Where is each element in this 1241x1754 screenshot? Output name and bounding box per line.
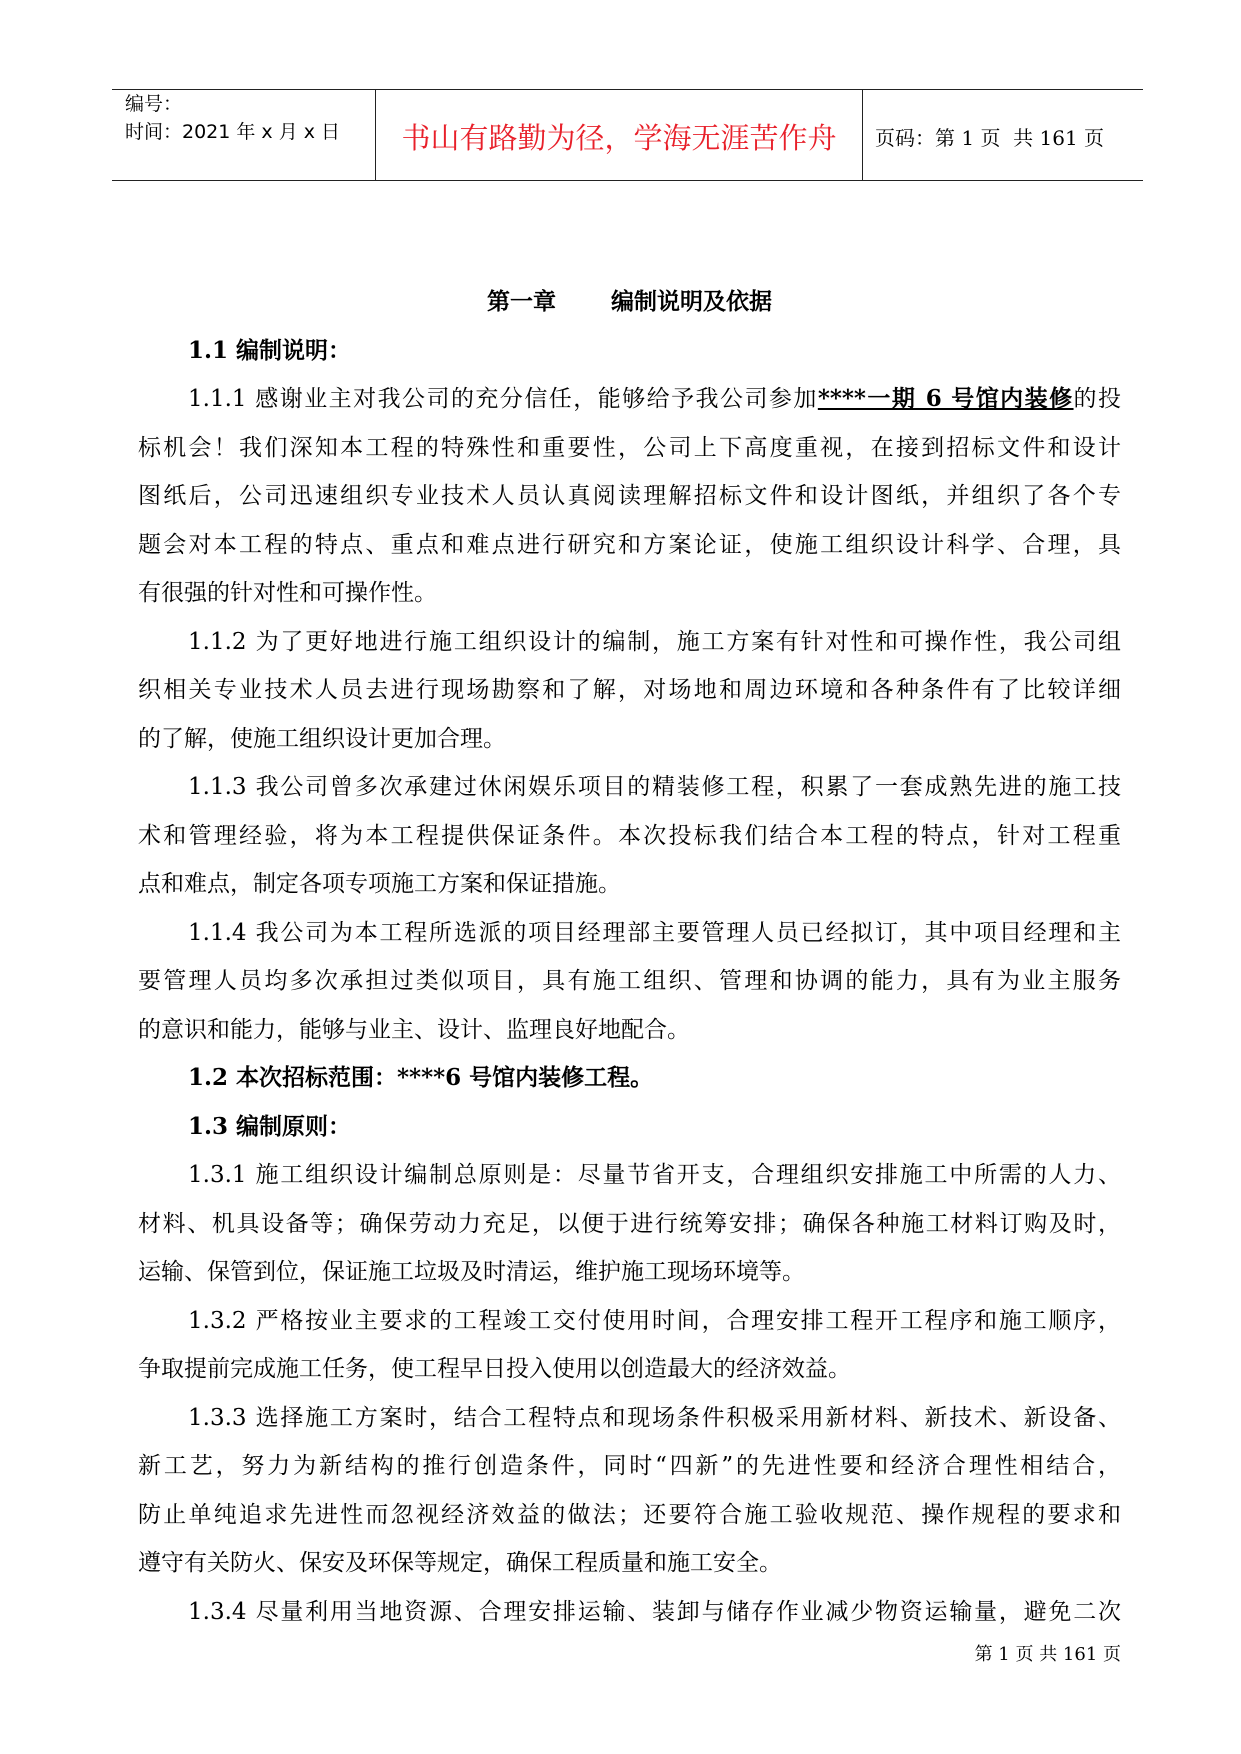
paragraph-line: 新工艺，努力为新结构的推行创造条件，同时“四新”的先进性要和经济合理性相结合，	[138, 1453, 1121, 1479]
paragraph-line: 织相关专业技术人员去进行现场勘察和了解，对场地和周边环境和各种条件有了比较详细	[138, 677, 1121, 703]
paragraph-line: 题会对本工程的特点、重点和难点进行研究和方案论证，使施工组织设计科学、合理，具	[138, 531, 1121, 558]
paragraph-1-1-1	[138, 375, 1121, 618]
paragraph-line: 运输、保管到位，保证施工垃圾及时清运，维护施工现场环境等。	[138, 1259, 805, 1285]
header-page-info: 页码：第 1 页 共 161 页	[875, 125, 1105, 150]
paragraph-1-1-3	[138, 763, 1121, 909]
paragraph-line: 1.3.2 严格按业主要求的工程竣工交付使用时间，合理安排工程开工程序和施工顺序，	[188, 1307, 1121, 1334]
paragraph-text: 的投	[1073, 386, 1122, 412]
section-heading-1-2: 1.2 本次招标范围：****6 号馆内装修工程。	[188, 1064, 654, 1091]
paragraph-text: 1.1.1 感谢业主对我公司的充分信任，能够给予我公司参加	[188, 386, 818, 412]
document-body	[138, 278, 1121, 1636]
paragraph-line: 遵守有关防火、保安及环保等规定，确保工程质量和施工安全。	[138, 1550, 782, 1576]
paragraph-1-3-4	[138, 1588, 1121, 1637]
paragraph-line: 争取提前完成施工任务，使工程早日投入使用以创造最大的经济效益。	[138, 1356, 851, 1382]
paragraph-1-1-2	[138, 618, 1121, 764]
section-heading-1-3: 1.3 编制原则：	[188, 1112, 352, 1140]
document-date-label: 时间：2021 年 x 月 x 日	[125, 121, 341, 143]
paragraph-line: 1.3.1 施工组织设计编制总原则是：尽量节省开支，合理组织安排施工中所需的人力、	[188, 1162, 1121, 1188]
paragraph-line: 术和管理经验，将为本工程提供保证条件。本次投标我们结合本工程的特点，针对工程重	[138, 822, 1121, 849]
paragraph-line: 点和难点，制定各项专项施工方案和保证措施。	[138, 871, 621, 897]
header-motto-cell	[375, 90, 862, 180]
header-motto: 书山有路勤为径，学海无涯苦作舟	[401, 120, 837, 155]
paragraph-line: 1.1.2 为了更好地进行施工组织设计的编制，施工方案有针对性和可操作性，我公司组	[188, 628, 1121, 655]
project-name-emphasis: ****一期 6 号馆内装修	[817, 385, 1074, 412]
header-page-cell	[862, 90, 1143, 180]
paragraph-1-3-2	[138, 1297, 1121, 1394]
paragraph-line: 1.1.3 我公司曾多次承建过休闲娱乐项目的精装修工程，积累了一套成熟先进的施工技	[188, 774, 1121, 800]
paragraph-line: 有很强的针对性和可操作性。	[138, 580, 437, 606]
chapter-heading	[138, 278, 1121, 327]
paragraph-line: 标机会！我们深知本工程的特殊性和重要性，公司上下高度重视，在接到招标文件和设计	[138, 434, 1121, 461]
paragraph-line: 1.1.4 我公司为本工程所选派的项目经理部主要管理人员已经拟订，其中项目经理和主	[188, 919, 1121, 946]
paragraph-line: 防止单纯追求先进性而忽视经济效益的做法；还要符合施工验收规范、操作规程的要求和	[138, 1501, 1121, 1528]
chapter-number: 第一章	[487, 288, 556, 315]
paragraph-line: 1.3.4 尽量利用当地资源、合理安排运输、装卸与储存作业减少物资运输量，避免二次	[188, 1598, 1121, 1625]
paragraph-line: 材料、机具设备等；确保劳动力充足，以便于进行统筹安排；确保各种施工材料订购及时，	[138, 1210, 1121, 1237]
paragraph-line: 要管理人员均多次承担过类似项目，具有施工组织、管理和协调的能力，具有为业主服务	[138, 968, 1121, 994]
paragraph-1-3-1	[138, 1151, 1121, 1297]
paragraph-1-3-3	[138, 1394, 1121, 1588]
paragraph-line: 1.3.3 选择施工方案时，结合工程特点和现场条件积极采用新材料、新技术、新设备、	[188, 1404, 1121, 1431]
paragraph-line: 的了解，使施工组织设计更加合理。	[138, 725, 506, 752]
chapter-title: 编制说明及依据	[611, 288, 772, 315]
section-heading-1-1: 1.1 编制说明：	[188, 336, 352, 364]
paragraph-line	[138, 375, 1121, 424]
document-number-label: 编号：	[125, 93, 183, 115]
paragraph-line: 图纸后，公司迅速组织专业技术人员认真阅读理解招标文件和设计图纸，并组织了各个专	[138, 483, 1121, 509]
document-header	[112, 89, 1143, 181]
page-footer: 第 1 页 共 161 页	[974, 1644, 1121, 1665]
paragraph-line: 的意识和能力，能够与业主、设计、监理良好地配合。	[138, 1016, 690, 1043]
header-meta-cell	[112, 90, 375, 180]
paragraph-1-1-4	[138, 909, 1121, 1055]
